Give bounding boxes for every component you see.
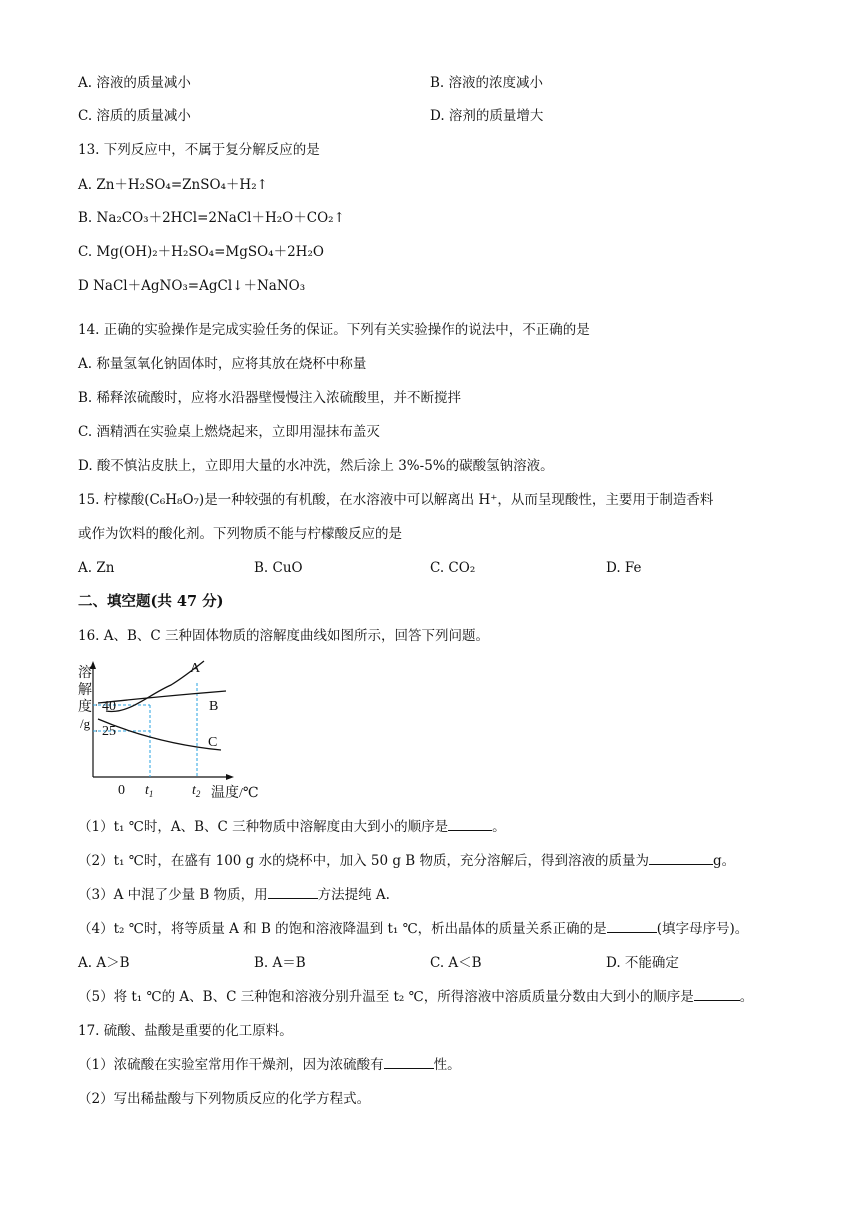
xlabel: 温度/℃	[211, 786, 259, 801]
q16-part4: （4）t₂ ℃时，将等质量 A 和 B 的饱和溶液降温到 t₁ ℃，析出晶体的质量关系正确的是 (填字母序号)。	[78, 921, 749, 937]
ylabel-2: 解	[78, 683, 92, 698]
q13-option-b: B. Na₂CO₃＋2HCl=2NaCl＋H₂O＋CO₂↑	[78, 210, 345, 226]
q13-option-a: A. Zn＋H₂SO₄=ZnSO₄＋H₂↑	[78, 177, 268, 193]
curve-c	[98, 719, 221, 750]
q13-option-c: C. Mg(OH)₂＋H₂SO₄=MgSO₄＋2H₂O	[78, 244, 324, 260]
q15-option-c: C. CO₂	[430, 560, 476, 576]
q16-part3: （3）A 中混了少量 B 物质，用 方法提纯 A.	[78, 887, 390, 903]
q12-option-c: C. 溶质的质量减小	[78, 108, 191, 124]
ylabel-1: 溶	[78, 666, 92, 681]
q16-stem: 16. A、B、C 三种固体物质的溶解度曲线如图所示，回答下列问题。	[78, 628, 490, 644]
q13-stem: 13. 下列反应中，不属于复分解反应的是	[78, 142, 320, 158]
q14-option-a: A. 称量氢氧化钠固体时，应将其放在烧杯中称量	[78, 356, 367, 372]
solubility-curve-graph	[76, 655, 276, 805]
t1-label: $t_1$	[145, 783, 154, 799]
q15-stem-line2: 或作为饮料的酸化剂。下列物质不能与柠檬酸反应的是	[78, 526, 402, 542]
x-axis-arrow	[226, 774, 234, 780]
answer-blank-6	[384, 1056, 434, 1069]
q16-part4-option-b: B. A＝B	[254, 955, 306, 971]
q15-option-d: D. Fe	[606, 560, 642, 576]
answer-blank-2	[649, 852, 713, 865]
answer-blank-3	[268, 886, 318, 899]
q16-part2: （2）t₁ ℃时，在盛有 100 g 水的烧杯中，加入 50 g B 物质，充分溶解后，得到溶液的质量为 g。	[78, 853, 736, 869]
section-heading: 二、填空题(共 47 分)	[78, 593, 224, 610]
q16-part4-option-d: D. 不能确定	[606, 955, 679, 971]
curve-c-label: C	[208, 735, 218, 750]
q16-part4-option-a: A. A＞B	[78, 955, 130, 971]
q16-part5: （5）将 t₁ ℃的 A、B、C 三种饱和溶液分别升温至 t₂ ℃，所得溶液中溶质质量分数由大到小的顺序是 。	[78, 989, 754, 1005]
q12-option-a: A. 溶液的质量减小	[78, 75, 191, 91]
q15-option-b: B. CuO	[254, 560, 303, 576]
q12-option-b: B. 溶液的浓度减小	[430, 75, 544, 91]
tick-25-label: 25	[102, 724, 116, 739]
q17-part1: （1）浓硫酸在实验室常用作干燥剂，因为浓硫酸有 性。	[78, 1057, 461, 1073]
q13-option-d: D NaCl＋AgNO₃=AgCl↓＋NaNO₃	[78, 278, 306, 294]
answer-blank-1	[448, 818, 492, 831]
q17-part2: （2）写出稀盐酸与下列物质反应的化学方程式。	[78, 1091, 371, 1107]
q14-stem: 14. 正确的实验操作是完成实验任务的保证。下列有关实验操作的说法中，不正确的是	[78, 322, 590, 338]
t2-label: $t_2$	[192, 783, 201, 799]
q16-part4-option-c: C. A＜B	[430, 955, 482, 971]
curve-b-label: B	[209, 699, 219, 714]
tick-40-label: 40	[102, 699, 116, 714]
curve-b	[98, 691, 226, 703]
q16-part1: （1）t₁ ℃时，A、B、C 三种物质中溶解度由大到小的顺序是 。	[78, 819, 506, 835]
q14-option-b: B. 稀释浓硫酸时，应将水沿器壁慢慢注入浓硫酸里，并不断搅拌	[78, 390, 462, 406]
q15-stem-line1: 15. 柠檬酸(C₆H₈O₇)是一种较强的有机酸，在水溶液中可以解离出 H⁺，从而呈现酸性，主要用于制造香料	[78, 492, 714, 508]
q14-option-d: D. 酸不慎沾皮肤上，立即用大量的水冲洗，然后涂上 3%-5%的碳酸氢钠溶液。	[78, 458, 554, 474]
q17-stem: 17. 硫酸、盐酸是重要的化工原料。	[78, 1023, 293, 1039]
answer-blank-5	[694, 988, 740, 1001]
q12-option-d: D. 溶剂的质量增大	[430, 108, 544, 124]
answer-blank-4	[607, 920, 657, 933]
ylabel-3: 度	[78, 700, 92, 715]
origin-label: 0	[118, 783, 125, 798]
q14-option-c: C. 酒精洒在实验桌上燃烧起来，立即用湿抹布盖灭	[78, 424, 380, 440]
curve-a-label: A	[190, 661, 201, 676]
q15-option-a: A. Zn	[78, 560, 115, 576]
ylabel-4: /g	[80, 716, 91, 731]
